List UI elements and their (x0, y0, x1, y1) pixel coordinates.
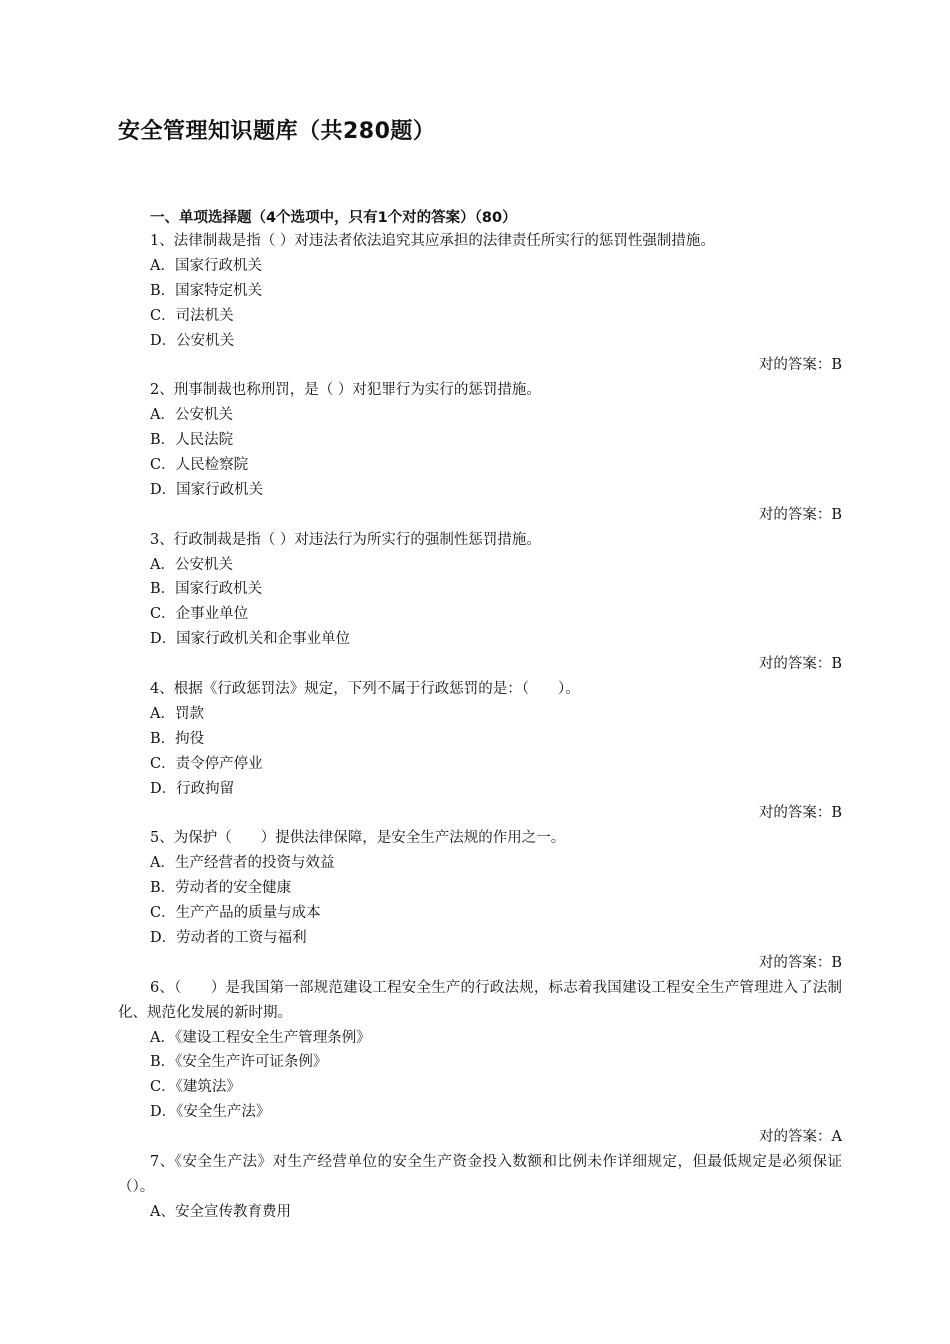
option-c: C．企事业单位 (150, 606, 249, 623)
option-d: D．国家行政机关和企事业单位 (150, 631, 351, 648)
option-a: A．公安机关 (150, 407, 233, 424)
option-a: A．国家行政机关 (150, 257, 262, 274)
option-b: B．国家特定机关 (150, 282, 263, 299)
option-d: D．劳动者的工资与福利 (150, 929, 307, 946)
option-a: A、安全宣传教育费用 (150, 1203, 291, 1220)
question-text: 2、刑事制裁也称刑罚，是（ ）对犯罪行为实行的惩罚措施。 (150, 382, 541, 399)
question-item (118, 229, 842, 378)
question-text: 6、（ ）是我国第一部规范建设工程安全生产的行政法规，标志着我国建设工程安全生产管理进入了法制化、规范化发展的新时期。 (118, 979, 842, 1021)
option-d: D．公安机关 (150, 332, 235, 349)
option-d: D．国家行政机关 (150, 481, 264, 498)
option-a: A．生产经营者的投资与效益 (150, 855, 335, 872)
option-b: B．劳动者的安全健康 (150, 880, 292, 897)
section-heading: 一、单项选择题（4个选项中，只有1个对的答案）（80） (150, 210, 517, 226)
answer-line: 对的答案：B (758, 506, 842, 523)
option-b: B．人民法院 (150, 432, 234, 449)
question-item (118, 1150, 842, 1225)
option-c: C．人民检察院 (150, 457, 249, 474)
question-text: 4、根据《行政惩罚法》规定，下列不属于行政惩罚的是：（ ）。 (150, 681, 580, 698)
option-b: B．拘役 (150, 730, 205, 747)
option-b: B．《安全生产许可证条例》 (150, 1054, 328, 1071)
answer-line: 对的答案：A (759, 1129, 842, 1146)
question-item (118, 528, 842, 677)
question-text: 3、行政制裁是指（ ）对违法行为所实行的强制性惩罚措施。 (150, 531, 541, 548)
answer-line: 对的答案：B (758, 357, 842, 374)
option-b: B．国家行政机关 (150, 581, 263, 598)
option-a: A．《建设工程安全生产管理条例》 (150, 1029, 371, 1046)
answer-line: 对的答案：B (758, 656, 842, 673)
option-d: D．《安全生产法》 (150, 1104, 271, 1121)
option-c: C．责令停产停业 (150, 755, 263, 772)
answer-line: 对的答案：B (758, 954, 842, 971)
answer-line: 对的答案：B (758, 805, 842, 822)
document-title: 安全管理知识题库（共280题） (118, 119, 436, 144)
option-c: C．生产产品的质量与成本 (150, 905, 321, 922)
option-c: C．《建筑法》 (150, 1079, 241, 1096)
question-text: 1、法律制裁是指（ ）对违法者依法追究其应承担的法律责任所实行的惩罚性强制措施。 (150, 233, 715, 249)
question-list (118, 229, 842, 1225)
option-a: A．公安机关 (150, 556, 233, 573)
question-item (118, 976, 842, 1150)
option-d: D．行政拘留 (150, 780, 235, 797)
question-item (118, 378, 842, 527)
option-c: C．司法机关 (150, 307, 234, 324)
option-a: A．罚款 (150, 705, 204, 722)
question-text: 5、为保护（ ）提供法律保障，是安全生产法规的作用之一。 (150, 830, 566, 847)
question-text: 7、《安全生产法》对生产经营单位的安全生产资金投入数额和比例未作详细规定，但最低规定是必须保证（）。 (118, 1153, 842, 1195)
question-item (118, 826, 842, 975)
question-item (118, 677, 842, 826)
